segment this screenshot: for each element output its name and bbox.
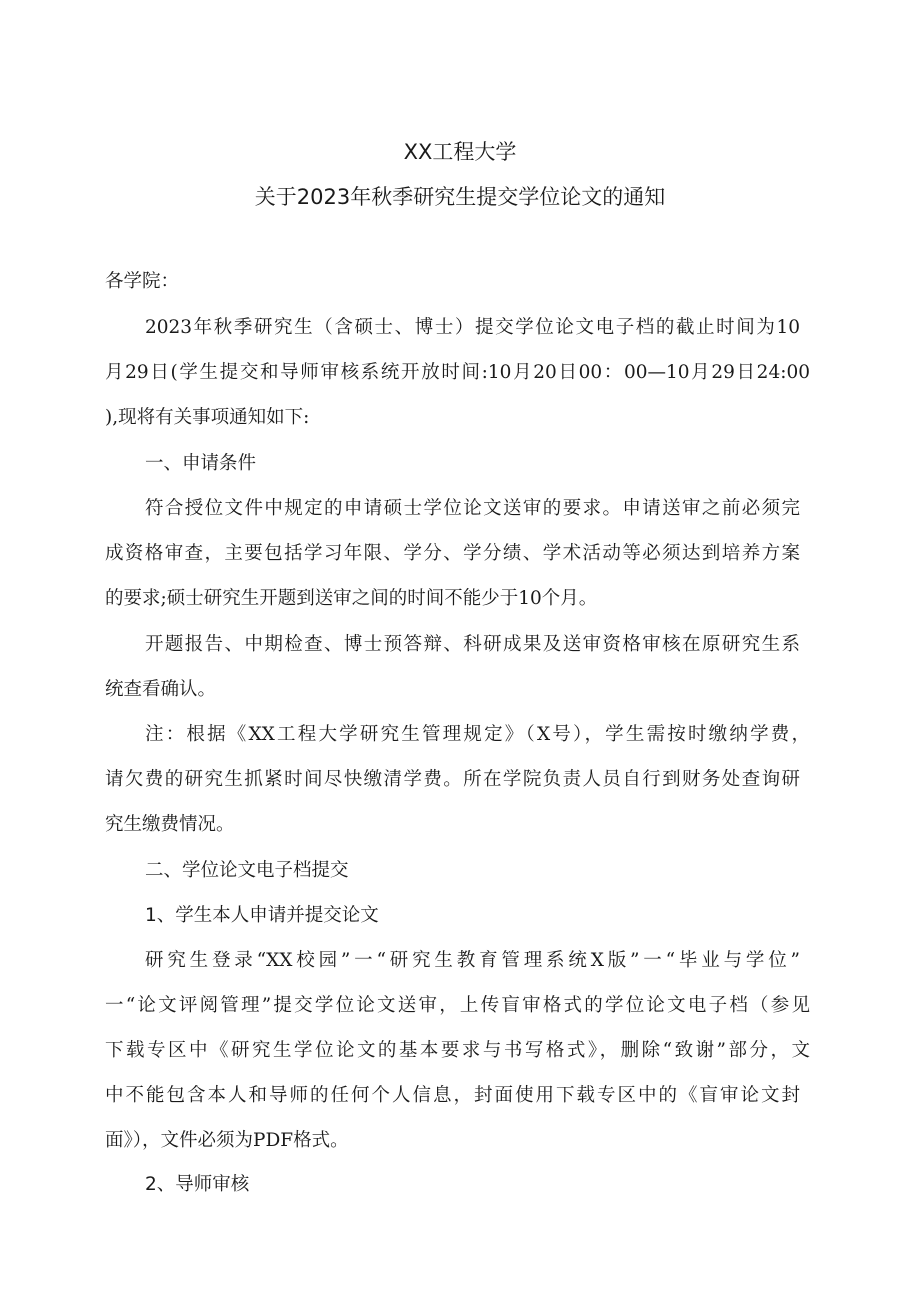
paragraph-line: 统查看确认。 — [105, 679, 217, 700]
paragraph-line: 研究生登录“XX校园”一“研究生教育管理系统X版”一“毕业与学位” — [145, 950, 800, 971]
paragraph-line: 一“论文评阅管理”提交学位论文送审，上传盲审格式的学位论文电子档（参见 — [105, 995, 810, 1016]
paragraph-line: 下载专区中《研究生学位论文的基本要求与书写格式》，删除“致谢”部分，文 — [105, 1040, 810, 1061]
paragraph-line: 的要求;硕士研究生开题到送审之间的时间不能少于10个月。 — [105, 588, 598, 609]
note-line: 请欠费的研究生抓紧时间尽快缴清学费。所在学院负责人员自行到财务处查询研 — [105, 769, 800, 790]
section-heading-2: 二、学位论文电子档提交 — [145, 860, 349, 881]
paragraph-line: ),现将有关事项通知如下: — [105, 407, 310, 428]
paragraph-line: 开题报告、中期检查、博士预答辩、科研成果及送审资格审核在原研究生系 — [145, 634, 800, 655]
note-line: 注：根据《XX工程大学研究生管理规定》（X号），学生需按时缴纳学费， — [145, 724, 810, 745]
paragraph-line: 面》），文件必须为PDF格式。 — [105, 1130, 349, 1151]
paragraph-line: 符合授位文件中规定的申请硕士学位论文送审的要求。申请送审之前必须完 — [145, 498, 800, 519]
salutation: 各学院： — [105, 271, 180, 292]
subsection-heading-2-2: 2、导师审核 — [145, 1174, 250, 1195]
subsection-heading-2-1: 1、学生本人申请并提交论文 — [145, 905, 379, 926]
note-line: 究生缴费情况。 — [105, 814, 235, 835]
document-title-university: XX工程大学 — [403, 140, 517, 164]
document-title-notice: 关于2023年秋季研究生提交学位论文的通知 — [254, 185, 666, 209]
paragraph-line: 中不能包含本人和导师的任何个人信息，封面使用下载专区中的《盲审论文封 — [105, 1085, 800, 1106]
paragraph-line: 成资格审查，主要包括学习年限、学分、学分绩、学术活动等必须达到培养方案 — [105, 543, 800, 564]
paragraph-line: 月29日(学生提交和导师审核系统开放时间:10月20日00：00—10月29日24:00 — [105, 362, 810, 383]
paragraph-line: 2023年秋季研究生（含硕士、博士）提交学位论文电子档的截止时间为10 — [145, 317, 800, 338]
section-heading-1: 一、申请条件 — [145, 453, 257, 474]
